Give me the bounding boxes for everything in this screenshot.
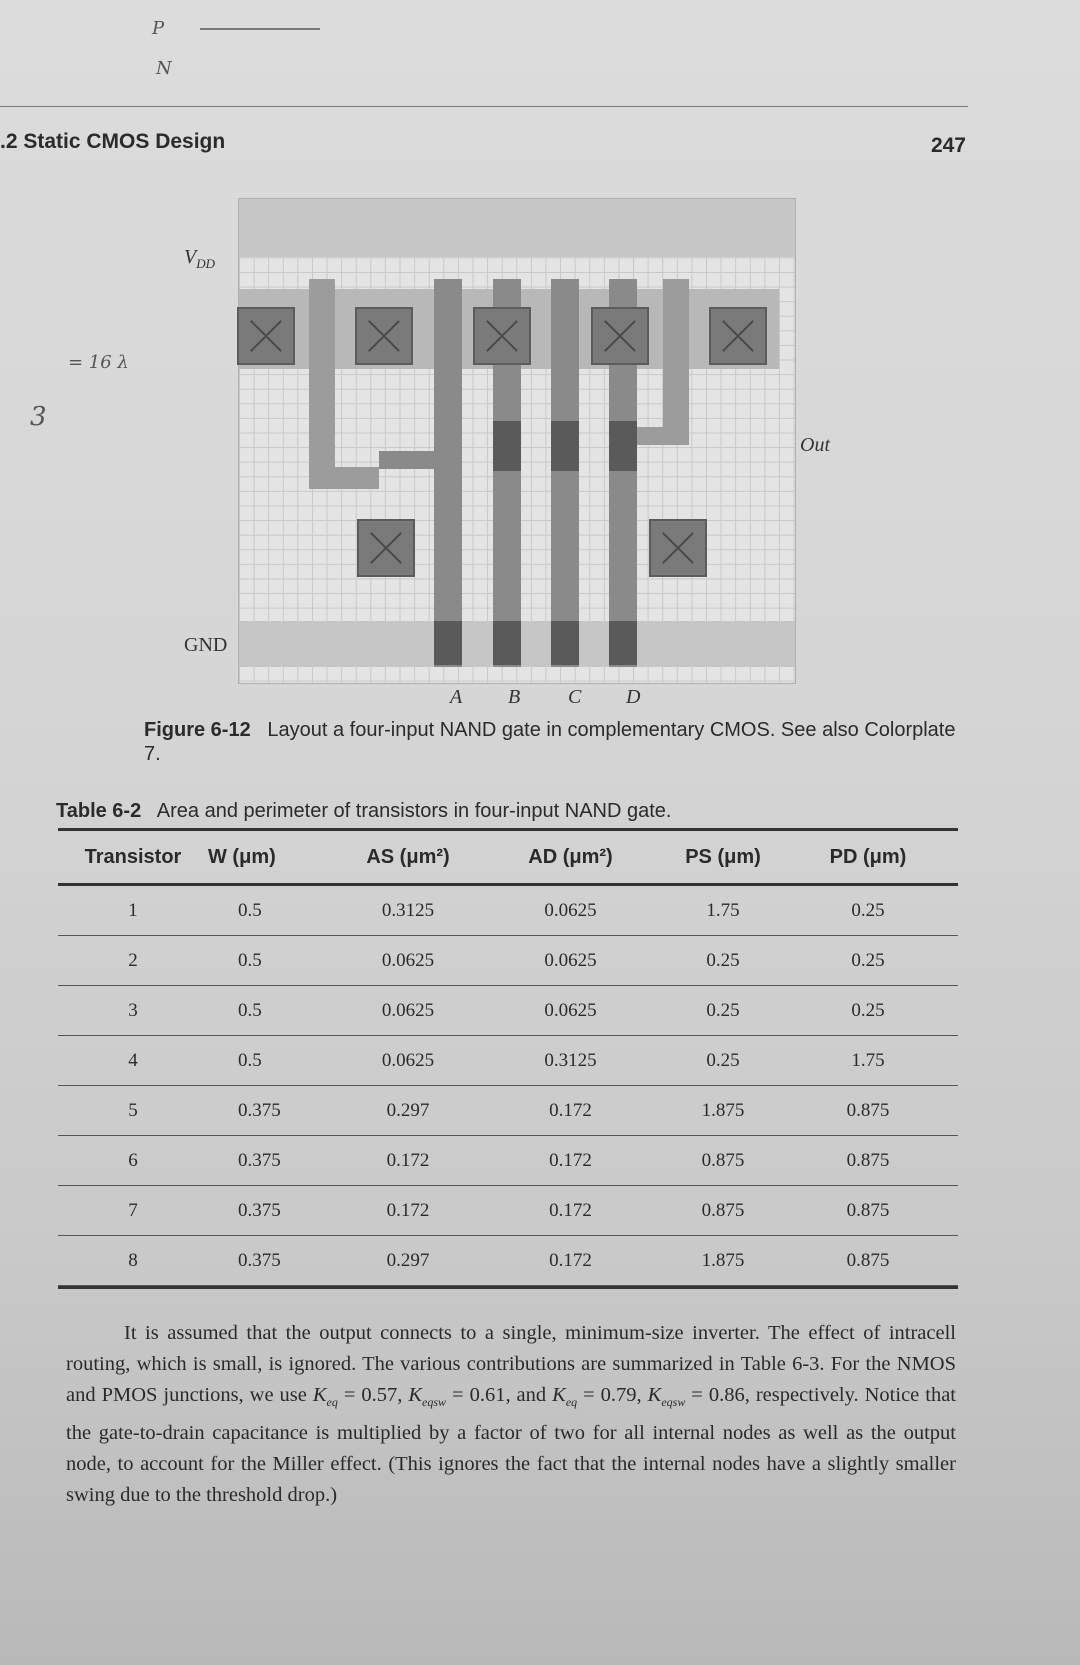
table-row xyxy=(58,1236,958,1286)
gnd-gate-b xyxy=(493,621,521,665)
out-metal-right xyxy=(663,279,689,429)
table-cell: 0.172 xyxy=(549,1199,592,1221)
poly-gate-c xyxy=(551,279,579,667)
table-cell: 8 xyxy=(128,1249,138,1271)
poly-bridge xyxy=(379,451,439,469)
input-label-b: B xyxy=(508,686,521,708)
gate-overlap-c xyxy=(551,421,579,471)
table-body xyxy=(58,886,958,1289)
table-row xyxy=(58,1086,958,1136)
handwritten-note-lambda: = 16 λ xyxy=(68,352,129,373)
table-cell: 3 xyxy=(128,999,138,1021)
table-cell: 0.0625 xyxy=(544,899,597,921)
col-header: AS (μm²) xyxy=(366,845,450,868)
table-cell: 0.25 xyxy=(706,1049,740,1071)
table-cell: 0.297 xyxy=(386,1099,430,1121)
transistor-table xyxy=(58,828,958,1289)
table-cell: 0.875 xyxy=(846,1249,890,1271)
table-cell: 0.5 xyxy=(238,1049,262,1071)
input-label-d: D xyxy=(626,686,641,708)
table-cell: 0.172 xyxy=(386,1149,430,1171)
handwritten-note-n: N xyxy=(156,58,172,79)
table-cell: 5 xyxy=(128,1099,138,1121)
table-cell: 0.875 xyxy=(701,1199,745,1221)
gate-overlap-b xyxy=(493,421,521,471)
col-header: PD (μm) xyxy=(829,845,907,868)
table-cell: 4 xyxy=(128,1049,138,1071)
table-cell: 1.875 xyxy=(701,1099,745,1121)
table-cell: 0.25 xyxy=(851,999,885,1021)
table-cell: 6 xyxy=(128,1149,138,1171)
table-title xyxy=(56,800,956,823)
gnd-gate-a xyxy=(434,621,462,665)
table-cell: 0.25 xyxy=(851,949,885,971)
table-cell: 0.0625 xyxy=(381,999,435,1021)
table-cell: 0.172 xyxy=(386,1199,430,1221)
table-cell: 0.3125 xyxy=(381,899,435,921)
gnd-gate-d xyxy=(609,621,637,665)
table-cell: 1.75 xyxy=(851,1049,885,1071)
contact-out-1 xyxy=(357,519,415,577)
caption-text: Layout a four-input NAND gate in complementary CMOS. See also Colorplate 7. xyxy=(144,719,956,765)
table-cell: 1.75 xyxy=(706,899,740,921)
table-row xyxy=(58,1186,958,1236)
handwritten-note-three: 3 xyxy=(30,402,47,432)
col-header: AD (μm²) xyxy=(528,845,613,868)
table-caption: Area and perimeter of transistors in four-input NAND gate. xyxy=(156,800,672,822)
out-metal-hbar xyxy=(309,467,379,489)
input-label-a: A xyxy=(450,686,463,708)
input-label-c: C xyxy=(568,686,582,708)
table-bottom-rule xyxy=(58,1286,958,1289)
poly-gate-a xyxy=(434,279,462,667)
table-row xyxy=(58,1036,958,1086)
table-cell: 0.875 xyxy=(846,1149,890,1171)
paragraph-text: It is assumed that the output connects to a single, minimum-size inverter. The effect of intracell routing, which is small, is ignored. The various contributions are summarized in Table 6-3. For the NMOS and PMOS junctions, we use $K_{eq} = 0.57$, $K_{eqsw} = 0.61$, and $K_{eq} = 0.79$, $K_{eqsw} = 0.86$, respectively. Notice that the gate-to-drain capacitance is multiplied by a factor of two for all internal nodes as well as the output node, to account for the Miller effect. (This ignores the fact that the internal nodes have a slightly smaller swing due to the threshold drop.) xyxy=(66,1322,956,1507)
page-number: 247 xyxy=(930,134,966,157)
table-row xyxy=(58,936,958,986)
table-cell: 2 xyxy=(128,949,138,971)
nand-layout-figure xyxy=(238,198,796,684)
table-cell: 0.297 xyxy=(386,1249,430,1271)
table-cell: 0.875 xyxy=(846,1099,890,1121)
table-cell: 0.375 xyxy=(238,1099,281,1121)
table-cell: 0.5 xyxy=(238,949,262,971)
table-cell: 0.5 xyxy=(238,899,262,921)
table-cell: 0.375 xyxy=(238,1149,281,1171)
table-cell: 0.172 xyxy=(549,1249,592,1271)
contact-vdd-4 xyxy=(591,307,649,365)
table-cell: 0.375 xyxy=(238,1199,281,1221)
vdd-rail xyxy=(239,199,795,257)
contact-vdd-2 xyxy=(355,307,413,365)
table-cell: 0.875 xyxy=(846,1199,890,1221)
table-row xyxy=(58,886,958,936)
col-header: Transistor xyxy=(84,845,182,868)
figure-caption xyxy=(144,718,974,766)
table-cell: 0.172 xyxy=(549,1149,592,1171)
vdd-label: $V_{DD}$ xyxy=(184,246,215,271)
table-cell: 1.875 xyxy=(701,1249,745,1271)
table-number: Table 6-2 xyxy=(56,800,142,822)
table-cell: 0.25 xyxy=(851,899,885,921)
table-cell: 0.375 xyxy=(238,1249,281,1271)
contact-out-2 xyxy=(649,519,707,577)
table-cell: 0.0625 xyxy=(544,999,597,1021)
table-cell: 0.25 xyxy=(706,999,740,1021)
header-rule xyxy=(0,106,968,107)
handwritten-scribble xyxy=(200,28,320,30)
caption-number: Figure 6-12 xyxy=(144,719,251,741)
running-head: .2 Static CMOS Design xyxy=(0,130,226,153)
table-cell: 0.3125 xyxy=(544,1049,597,1071)
table-cell: 0.5 xyxy=(238,999,262,1021)
contact-vdd-1 xyxy=(237,307,295,365)
gate-overlap-d xyxy=(609,421,637,471)
table-row xyxy=(58,1136,958,1186)
table-cell: 1 xyxy=(128,899,138,921)
contact-vdd-5 xyxy=(709,307,767,365)
table-cell: 0.25 xyxy=(706,949,740,971)
table-row xyxy=(58,986,958,1036)
gnd-label: GND xyxy=(184,634,228,656)
table-cell: 0.172 xyxy=(549,1099,592,1121)
gnd-gate-c xyxy=(551,621,579,665)
table-cell: 0.0625 xyxy=(381,1049,435,1071)
col-header: W (μm) xyxy=(208,845,276,868)
out-label: Out xyxy=(800,434,830,456)
table-cell: 0.875 xyxy=(701,1149,745,1171)
table-cell: 7 xyxy=(128,1199,138,1221)
handwritten-note-p: P xyxy=(152,18,165,39)
contact-vdd-3 xyxy=(473,307,531,365)
table-cell: 0.0625 xyxy=(544,949,597,971)
table-cell: 0.0625 xyxy=(381,949,435,971)
body-paragraph xyxy=(66,1318,956,1511)
col-header: PS (μm) xyxy=(685,845,761,868)
out-metal-route xyxy=(309,279,335,489)
table-header-row xyxy=(58,831,958,883)
